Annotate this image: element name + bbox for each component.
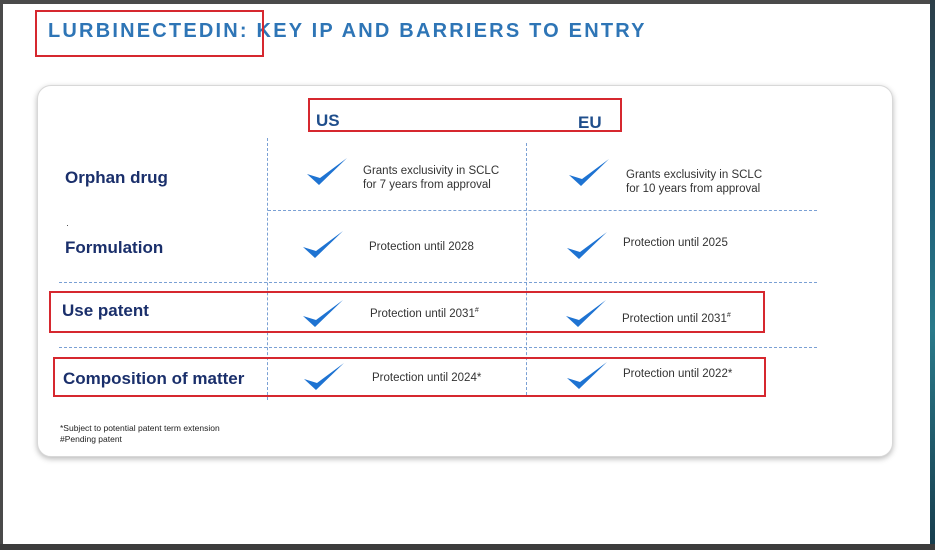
us-composition-text: Protection until 2024* xyxy=(372,372,482,384)
pending-mark: # xyxy=(474,307,479,314)
window-top-border xyxy=(0,0,935,4)
window-left-border xyxy=(0,0,3,550)
row-label-composition-of-matter: Composition of matter xyxy=(63,369,245,388)
eu-composition-text: Protection until 2022* xyxy=(623,368,733,380)
checkmark-icon xyxy=(302,229,344,261)
row-label-orphan-drug: Orphan drug xyxy=(65,168,168,187)
checkmark-icon xyxy=(306,156,348,188)
us-use-patent-text: Protection until 2031# xyxy=(370,307,479,320)
eu-orphan-drug-text: Grants exclusivity in SCLC for 10 years from approval xyxy=(626,169,763,195)
ip-table-card xyxy=(37,85,893,457)
composition-highlight-box xyxy=(53,357,766,397)
column-header-eu: EU xyxy=(578,113,602,132)
window-bottom-border xyxy=(0,544,935,550)
slide-title: LURBINECTEDIN: KEY IP AND BARRIERS TO ENTRY xyxy=(48,20,647,42)
grid-divider-horizontal xyxy=(268,210,817,211)
us-formulation-text: Protection until 2028 xyxy=(369,241,474,253)
eu-formulation-text: Protection until 2025 xyxy=(623,237,728,249)
column-header-us: US xyxy=(316,111,340,130)
eu-use-patent-text: Protection until 2031# xyxy=(622,312,731,325)
stray-mark xyxy=(67,225,68,226)
us-orphan-drug-text: Grants exclusivity in SCLC for 7 years from approval xyxy=(363,165,500,191)
row-label-use-patent: Use patent xyxy=(62,301,149,320)
footnote-pending: #Pending patent xyxy=(60,434,122,444)
use-patent-highlight-box xyxy=(49,291,765,333)
grid-divider-horizontal xyxy=(59,347,817,348)
row-label-formulation: Formulation xyxy=(65,238,164,257)
checkmark-icon xyxy=(566,230,608,262)
checkmark-icon xyxy=(568,157,610,189)
window-right-border xyxy=(930,0,935,550)
header-highlight-box xyxy=(308,98,622,132)
footnote-extension: *Subject to potential patent term extension xyxy=(60,423,220,433)
pending-mark: # xyxy=(726,312,731,319)
title-highlight-box xyxy=(35,10,264,57)
grid-divider-horizontal xyxy=(59,282,817,283)
